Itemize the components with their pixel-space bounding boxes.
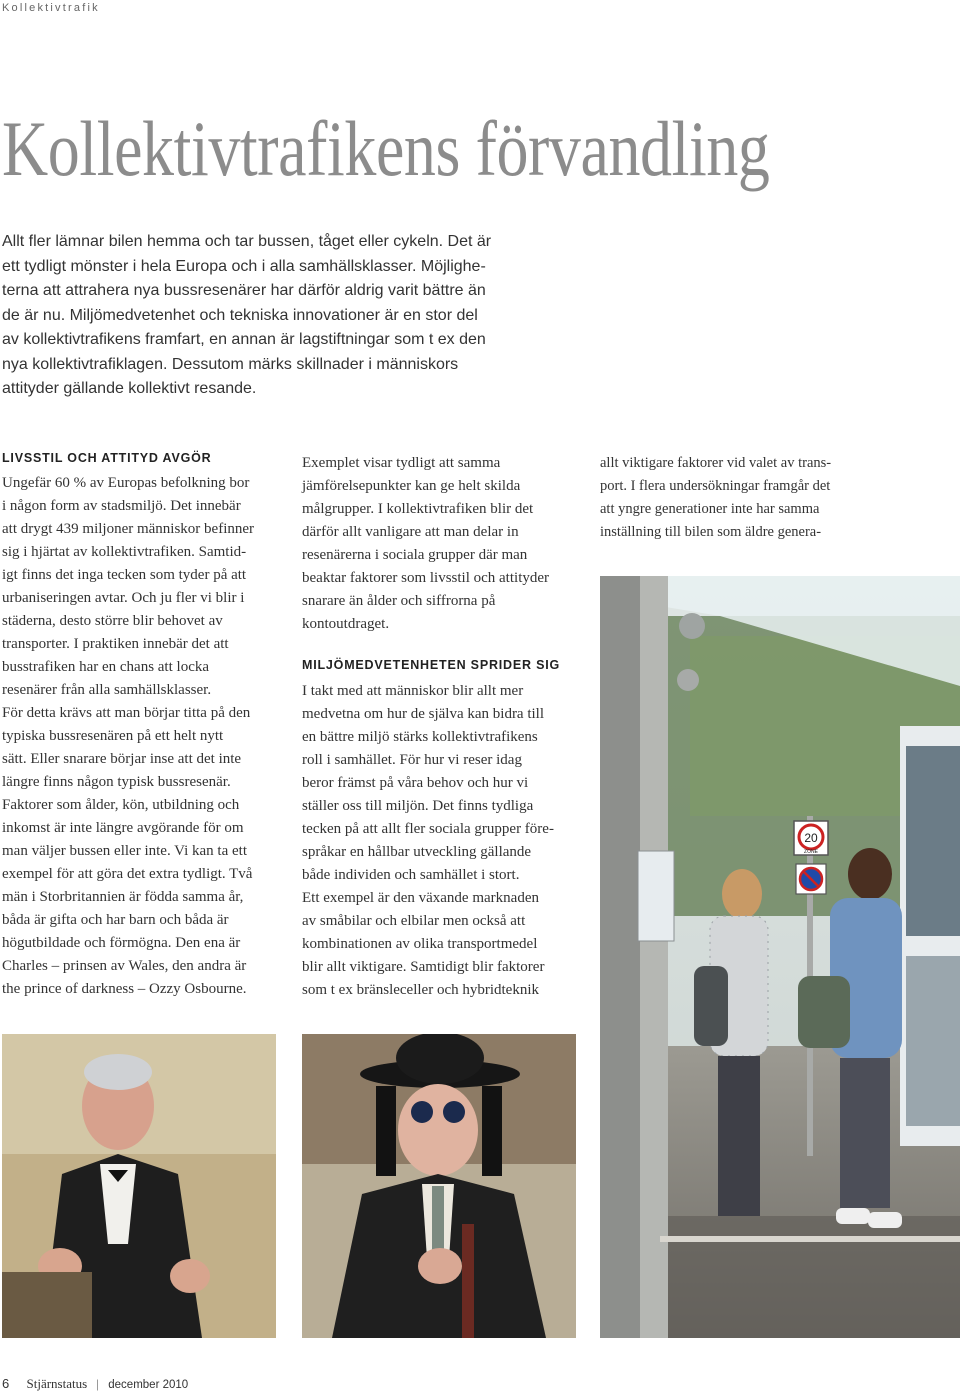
text-line: Charles – prinsen av Wales, den andra är xyxy=(2,958,247,974)
text-line: av småbilar och elbilar men också att xyxy=(302,913,526,929)
ingress-line: de är nu. Miljömedvetenhet och tekniska innovationer är en stor del xyxy=(2,306,478,324)
text-line: the prince of darkness – Ozzy Osbourne. xyxy=(2,981,247,997)
text-line: målgrupper. I kollektivtrafiken blir det xyxy=(302,501,534,517)
text-line: båda är gifta och har barn och båda är xyxy=(2,912,229,928)
text-line: allt viktigare faktorer vid valet av trans- xyxy=(600,455,832,471)
section-tag: Kollektivtrafik xyxy=(2,2,100,14)
ingress xyxy=(2,230,542,402)
text-line: ställer oss till miljön. Det finns tydliga xyxy=(302,798,534,814)
text-line: blir allt viktigare. Samtidigt blir faktorer xyxy=(302,959,545,975)
text-line: både individen och samhället i stort. xyxy=(302,867,520,883)
text-line: jämförelsepunkter kan ge helt skilda xyxy=(302,478,521,494)
text-line: städerna, desto större blir behovet av xyxy=(2,613,223,629)
text-line: man väljer bussen eller inte. Vi kan ta ett xyxy=(2,843,247,859)
text-line: För detta krävs att man börjar titta på den xyxy=(2,705,251,721)
text-line: därför allt vanligare att man delar in xyxy=(302,524,519,540)
ingress-line: Allt fler lämnar bilen hemma och tar bussen, tåget eller cykeln. Det är xyxy=(2,233,492,250)
issue-date: december 2010 xyxy=(108,1379,189,1391)
text-line: busstrafiken har en chans att locka xyxy=(2,659,210,675)
text-line: medvetna om hur de själva kan bidra till xyxy=(302,706,545,722)
text-line: män i Storbritannien är födda samma år, xyxy=(2,889,244,905)
text-line: inkomst är inte längre avgörande för om xyxy=(2,820,244,836)
prince-charles-illustration xyxy=(2,1034,276,1338)
photo-ozzy-osbourne xyxy=(302,1034,576,1338)
column-3 xyxy=(600,452,831,544)
text-line: I takt med att människor blir allt mer xyxy=(302,683,524,699)
ingress-line: terna att attrahera nya bussresenärer har därför aldrig varit bättre än xyxy=(2,282,486,299)
column-2 xyxy=(302,452,549,636)
ingress-line: av kollektivtrafikens framfart, en annan är lagstiftningar som t ex den xyxy=(2,331,486,348)
column-2-continued xyxy=(302,680,554,1002)
page-footer xyxy=(2,1376,188,1392)
text-line: Faktorer som ålder, kön, utbildning och xyxy=(2,797,240,813)
ingress-line: nya kollektivtrafiklagen. Dessutom märks skillnader i människors xyxy=(2,355,459,373)
bus-stop-photo xyxy=(600,576,960,1338)
text-line: högutbildade och förmögna. Den ena är xyxy=(2,935,241,951)
page-number: 6 xyxy=(2,1376,10,1391)
column-1 xyxy=(2,472,254,1001)
speed-sign-zone: ZONE xyxy=(804,849,818,855)
text-line: urbaniseringen avtar. Och ju fler vi blir i xyxy=(2,590,245,606)
text-line: typiska bussresenären på ett helt nytt xyxy=(2,728,224,744)
text-line: en bättre miljö stärks kollektivtrafikens xyxy=(302,729,538,745)
text-line: tecken på att allt fler sociala grupper före- xyxy=(302,821,554,837)
page-title: Kollektivtrafikens förvandling xyxy=(2,105,770,192)
text-line: Ungefär 60 % av Europas befolkning bor xyxy=(2,475,250,491)
text-line: Exemplet visar tydligt att samma xyxy=(302,455,501,471)
text-line: roll i samhället. För hur vi reser idag xyxy=(302,752,522,768)
text-line: att drygt 439 miljoner människor befinner xyxy=(2,521,255,537)
ingress-line: ett tydligt mönster i hela Europa och i alla samhällsklasser. Möjlighe- xyxy=(2,257,486,275)
text-line: snarare än ålder och siffrorna på xyxy=(302,593,496,609)
text-line: som t ex bränsleceller och hybridteknik xyxy=(302,982,540,998)
text-line: resenärer från alla samhällsklasser. xyxy=(2,682,212,698)
text-line: inställning till bilen som äldre genera- xyxy=(600,524,822,540)
bus-stop-illustration xyxy=(600,576,960,1338)
heading-miljo: MILJÖMEDVETENHETEN SPRIDER SIG xyxy=(302,658,561,672)
ingress-line: attityder gällande kollektivt resande. xyxy=(2,380,257,397)
footer-separator: | xyxy=(96,1376,100,1391)
camera-icon xyxy=(679,613,705,639)
text-line: kombinationen av olika transportmedel xyxy=(302,936,538,952)
text-line: port. I flera undersökningar framgår det xyxy=(600,478,831,494)
text-line: resenärerna i sociala grupper där man xyxy=(302,547,528,563)
text-line: Ett exempel är den växande marknaden xyxy=(302,890,539,906)
text-line: kontoutdraget. xyxy=(302,616,390,632)
text-line: i någon form av stadsmiljö. Det innebär xyxy=(2,498,241,514)
text-line: igt finns det inga tecken som tyder på att xyxy=(2,567,247,583)
text-line: att yngre generationer inte har samma xyxy=(600,501,820,517)
text-line: beaktar faktorer som livsstil och attityder xyxy=(302,570,550,586)
text-line: språkar en hållbar utveckling gällande xyxy=(302,844,532,860)
text-line: sig i hjärtat av kollektivtrafiken. Samtid- xyxy=(2,544,247,560)
speed-sign-text: 20 xyxy=(804,831,818,845)
text-line: beror främst på våra behov och hur vi xyxy=(302,775,529,791)
text-line: exempel för att göra det extra tydligt. Två xyxy=(2,866,253,882)
text-line: sätt. Eller snarare börjar inse att det inte xyxy=(2,751,242,767)
heading-livsstil: LIVSSTIL OCH ATTITYD AVGÖR xyxy=(2,451,212,465)
ozzy-osbourne-illustration xyxy=(302,1034,576,1338)
text-line: transporter. I praktiken innebär det att xyxy=(2,636,229,652)
text-line: längre finns någon typisk bussresenär. xyxy=(2,774,231,790)
magazine-name: Stjärnstatus xyxy=(26,1376,88,1391)
photo-prince-charles xyxy=(2,1034,276,1338)
